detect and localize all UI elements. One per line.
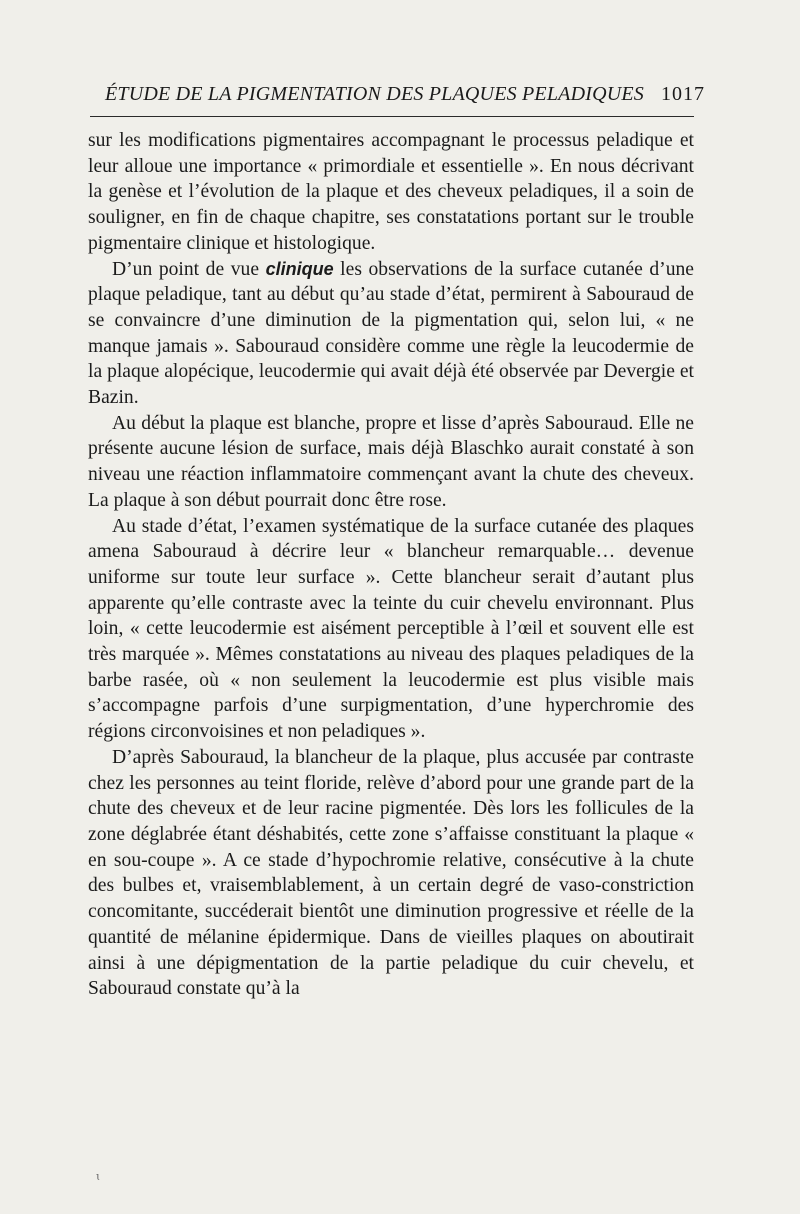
- paragraph-clinical-view: [88, 257, 694, 411]
- paragraph-onset: Au début la plaque est blanche, propre et lisse d’après Sabouraud. Elle ne présente aucune lésion de surface, mais déjà Blaschko aurait constaté à son niveau une réaction inflammatoire commençant avant la chute des cheveux. La plaque à son début pourrait donc être rose.: [88, 412, 694, 511]
- paragraph-text: D’un point de vue: [112, 258, 266, 280]
- body-text: [88, 128, 694, 1002]
- paragraph-continuation: sur les modifications pigmentaires accompagnant le processus peladique et leur alloue une importance « primordiale et essentielle ». En nous décrivant la genèse et l’évolution de la plaque et des cheveux peladiques, il a soin de souligner, en fin de chaque chapitre, ses constatations portant sur le trouble pigmentaire clinique et histologique.: [88, 130, 694, 254]
- page-number: 1017: [661, 83, 705, 105]
- emphasis-clinique: clinique: [265, 258, 334, 279]
- paragraph-text: les observations de la surface cutanée d’une plaque peladique, tant au début qu’au stade d’état, permirent à Sabouraud de se convaincre d’une diminution de la pigmentation qui, selon lui, « ne manque jamais ». Sabouraud considère comme une règle la leucodermie de la plaque alopécique, leucodermie qui avait déjà été observée par Devergie et Bazin.: [88, 258, 694, 409]
- paragraph-established-stage: Au stade d’état, l’examen systématique de la surface cutanée des plaques amena Sabouraud à décrire leur « blancheur remarquable… devenue uniforme sur toute leur surface ». Cette blancheur serait d’autant plus apparente qu’elle contraste avec la teinte du cuir chevelu environnant. Plus loin, « cette leucodermie est aisément perceptible à l’œil et souvent elle est très marquée ». Mêmes constatations au niveau des plaques peladiques de la barbe rasée, où « non seulement la leucodermie est plus visible mais s’accompagne parfois d’une surpigmentation, d’une hyperchromie des régions circonvoisines et non peladiques ».: [88, 515, 694, 743]
- running-title: ÉTUDE DE LA PIGMENTATION DES PLAQUES PELADIQUES: [105, 83, 644, 105]
- header-rule: [90, 116, 694, 117]
- paragraph-sabouraud: D’après Sabouraud, la blancheur de la plaque, plus accusée par contraste chez les personnes au teint floride, relève d’abord pour une grande part de la chute des cheveux et de leur racine pigmentée. Dès lors les follicules de la zone déglabrée étant déshabités, cette zone s’affaisse constituant la plaque « en sou-coupe ». A ce stade d’hypochromie relative, consécutive à la chute des bulbes et, vraisemblablement, à un certain degré de vaso-constriction concomitante, succéderait bientôt une diminution progressive et réelle de la quantité de mélanine épidermique. Dans de vieilles plaques on aboutirait ainsi à une dépigmentation de la partie peladique du cuir chevelu, et Sabouraud constate qu’à la: [88, 746, 694, 1000]
- stray-mark: ɩ: [96, 1170, 101, 1183]
